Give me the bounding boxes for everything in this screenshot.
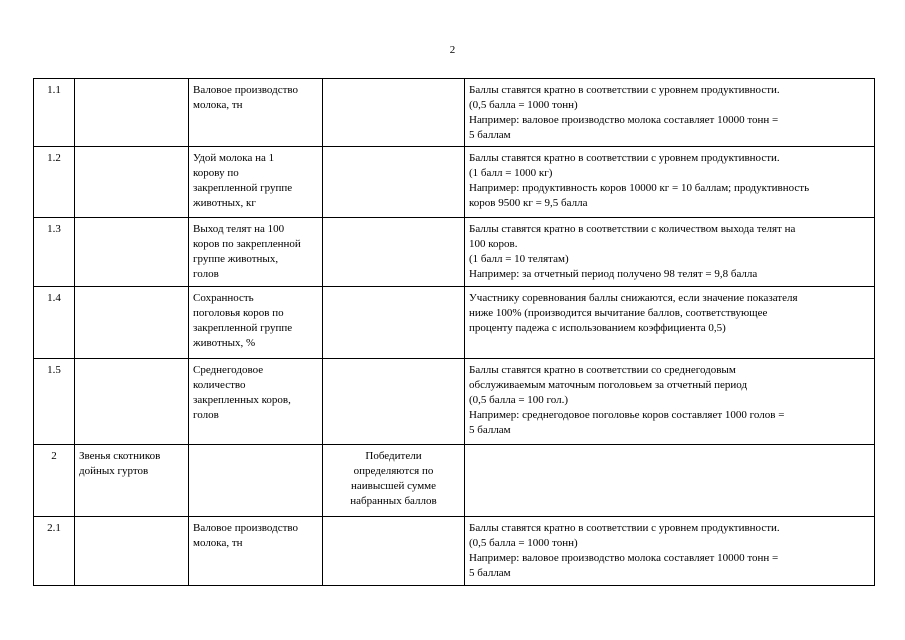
winners-cell [323,517,465,586]
winners-cell: Победители определяются по наивысшей сумме набранных баллов [323,445,465,517]
table-row [34,79,875,147]
row-number: 1.3 [34,218,75,287]
row-number: 1.5 [34,359,75,445]
scoring-cell [465,445,875,517]
participant-group [75,517,189,586]
indicator-cell: Выход телят на 100 коров по закрепленной группе животных, голов [189,218,323,287]
indicator-cell [189,445,323,517]
table-row [34,517,875,586]
indicator-cell: Валовое производство молока, тн [189,517,323,586]
scoring-cell: Баллы ставятся кратно в соответствии с количеством выхода телят на 100 коров. (1 балл = 10 телятам) Например: за отчетный период получено 98 телят = 9,8 балла [465,218,875,287]
table-row [34,445,875,517]
row-number: 1.1 [34,79,75,147]
table-row [34,218,875,287]
indicator-cell: Удой молока на 1 корову по закрепленной группе животных, кг [189,147,323,218]
table-row [34,359,875,445]
indicator-cell: Валовое производство молока, тн [189,79,323,147]
row-number: 2.1 [34,517,75,586]
participant-group [75,79,189,147]
scoring-table [33,78,875,586]
scoring-cell: Баллы ставятся кратно в соответствии с уровнем продуктивности. (1 балл = 1000 кг) Например: продуктивность коров 10000 кг = 10 баллам; продуктивность коров 9500 кг = 9,5 балла [465,147,875,218]
winners-cell [323,359,465,445]
winners-cell [323,218,465,287]
row-number: 1.2 [34,147,75,218]
row-number: 1.4 [34,287,75,359]
table-row [34,287,875,359]
participant-group: Звенья скотников дойных гуртов [75,445,189,517]
participant-group [75,218,189,287]
winners-cell [323,79,465,147]
page-number: 2 [449,44,456,56]
winners-cell [323,147,465,218]
indicator-cell: Среднегодовое количество закрепленных коров, голов [189,359,323,445]
participant-group [75,287,189,359]
scoring-cell: Баллы ставятся кратно в соответствии с уровнем продуктивности. (0,5 балла = 1000 тонн) Например: валовое производство молока составляет 10000 тонн = 5 баллам [465,79,875,147]
row-number: 2 [34,445,75,517]
scoring-cell: Участнику соревнования баллы снижаются, если значение показателя ниже 100% (производится вычитание баллов, соответствующее проценту падежа с использованием коэффициента 0,5) [465,287,875,359]
scoring-cell: Баллы ставятся кратно в соответствии со среднегодовым обслуживаемым маточным поголовьем за отчетный период (0,5 балла = 100 гол.) Например: среднегодовое поголовье коров составляет 1000 голов = 5 баллам [465,359,875,445]
table-row [34,147,875,218]
winners-cell [323,287,465,359]
participant-group [75,147,189,218]
participant-group [75,359,189,445]
scoring-cell: Баллы ставятся кратно в соответствии с уровнем продуктивности. (0,5 балла = 1000 тонн) Например: валовое производство молока составляет 10000 тонн = 5 баллам [465,517,875,586]
indicator-cell: Сохранность поголовья коров по закрепленной группе животных, % [189,287,323,359]
